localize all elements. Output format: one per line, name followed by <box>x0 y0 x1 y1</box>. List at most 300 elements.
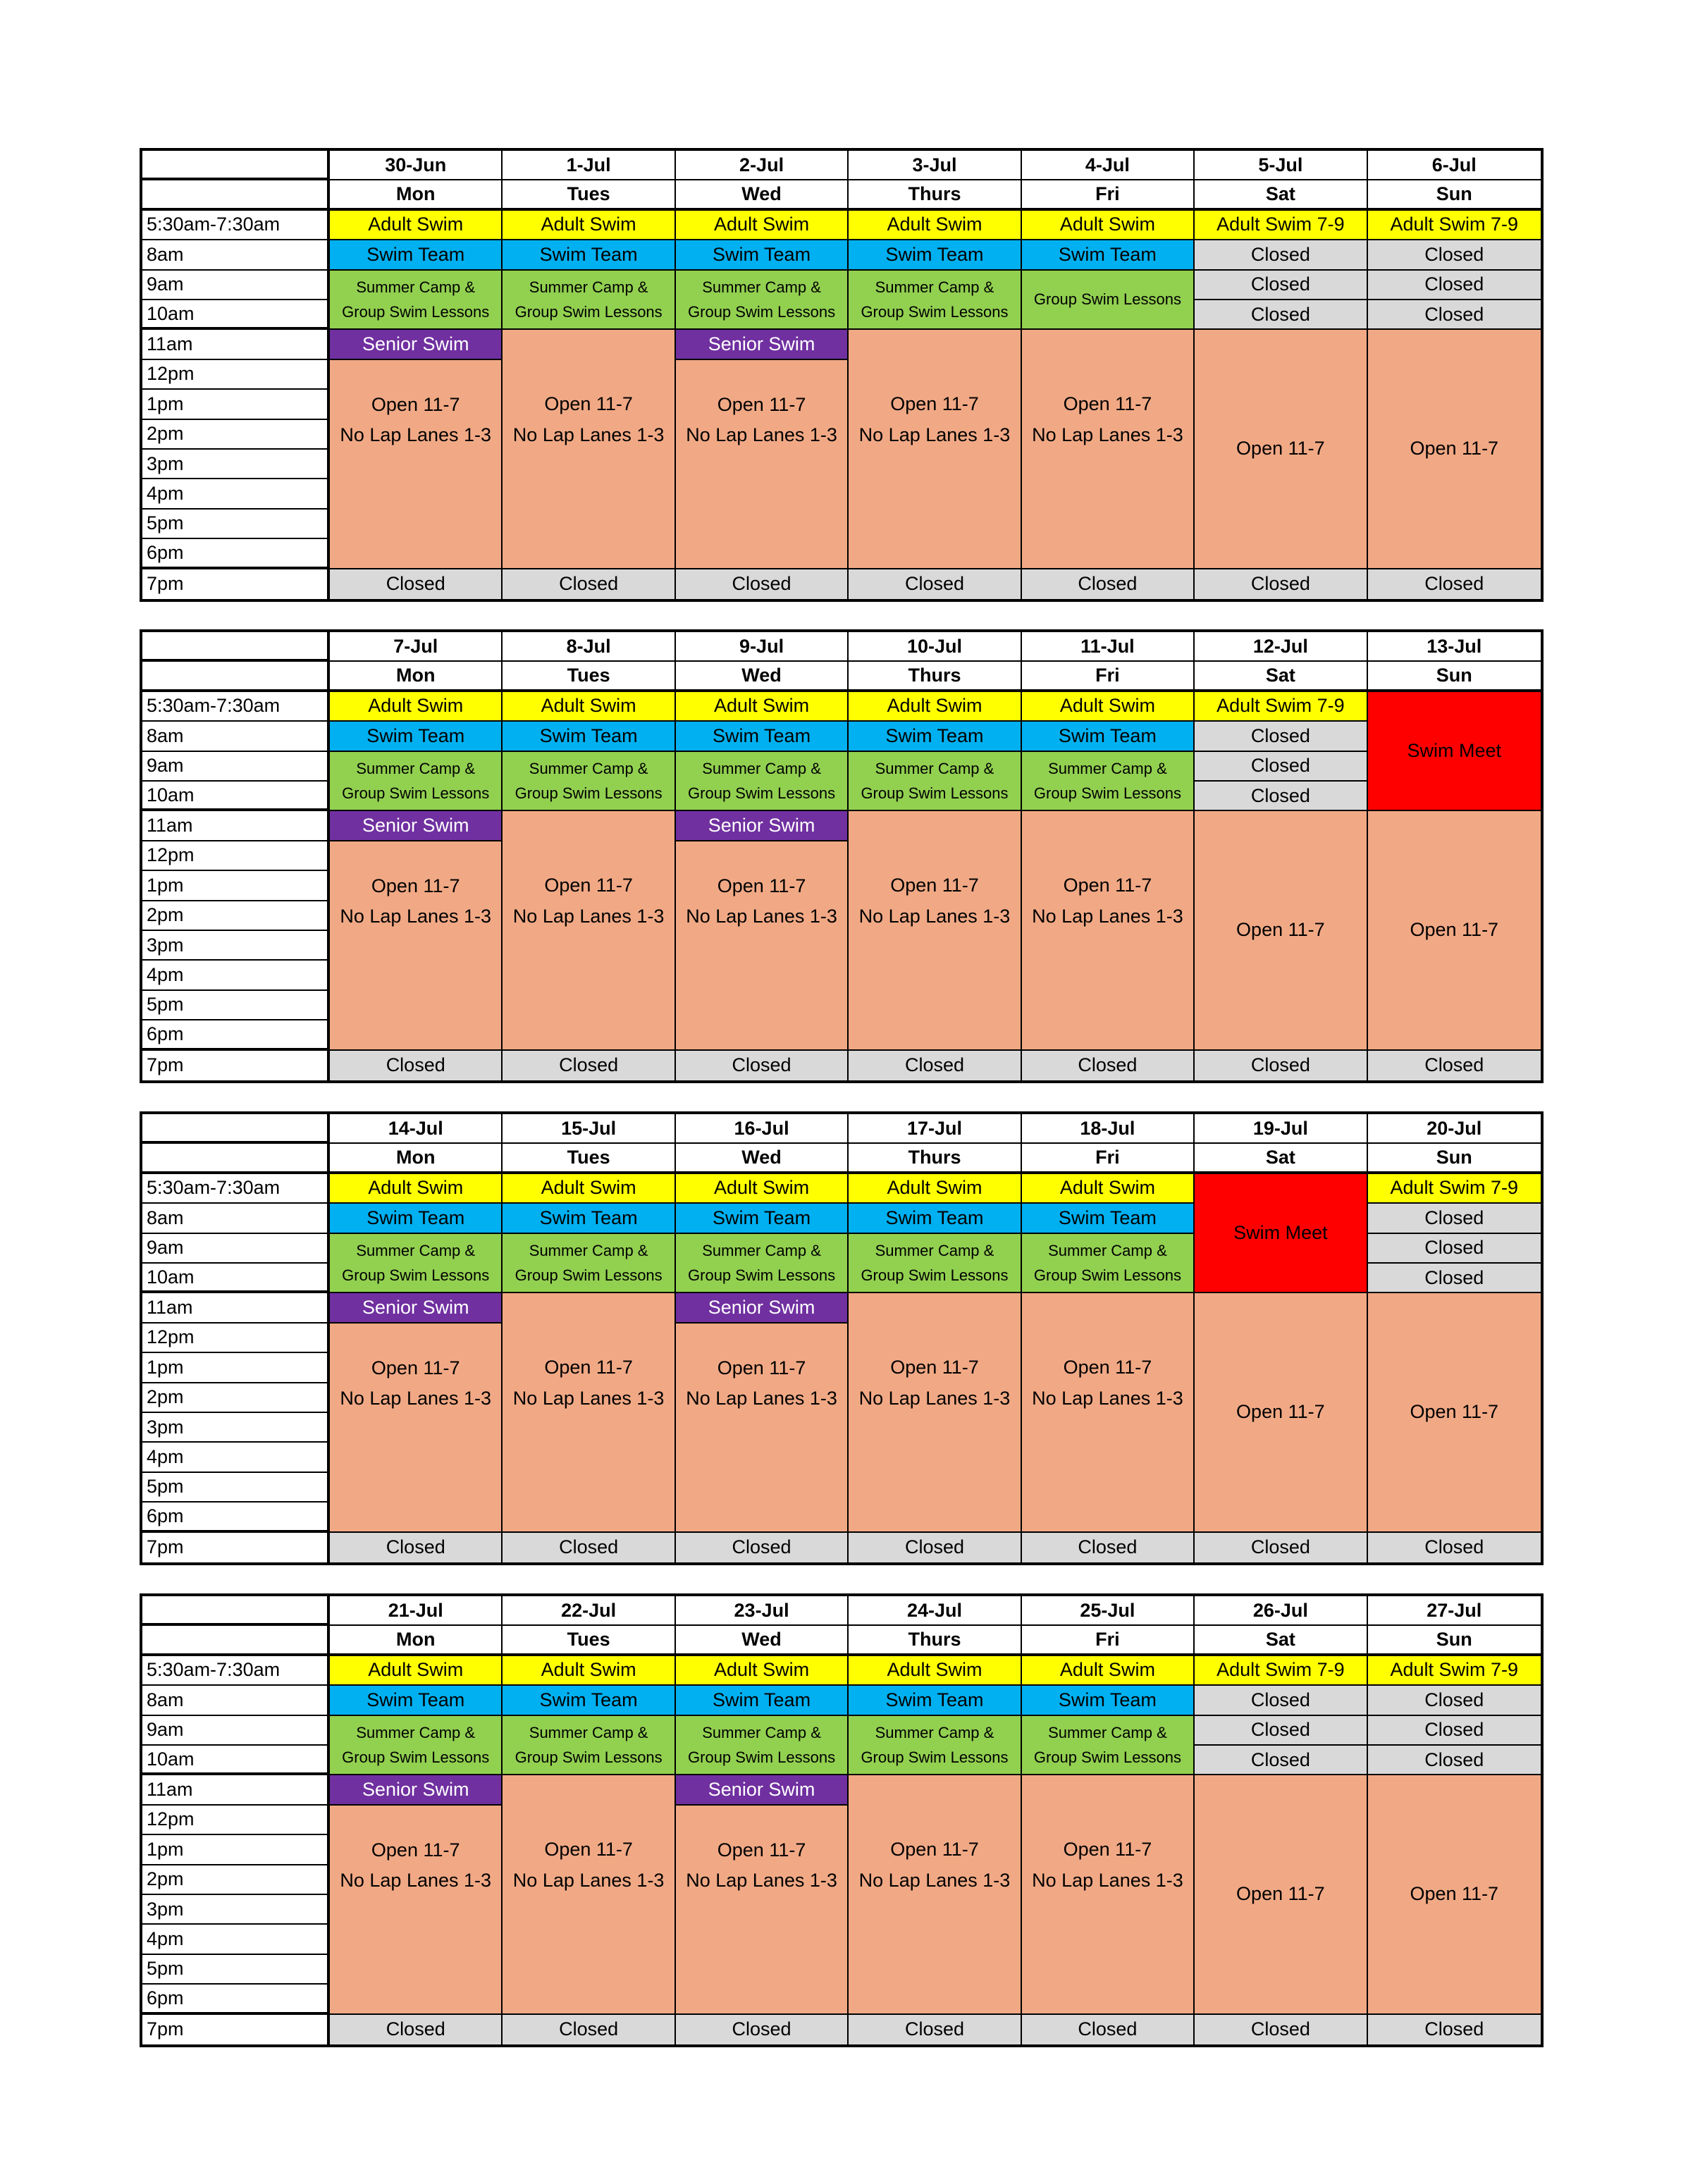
camp-text: Summer Camp & <box>529 278 648 296</box>
time-label <box>142 752 330 782</box>
day-header <box>1195 662 1367 691</box>
camp-text: Summer Camp & <box>356 759 476 777</box>
date-header <box>1022 1596 1195 1626</box>
senior-swim-text: Senior Swim <box>362 333 469 354</box>
time-label <box>142 841 330 871</box>
day-header <box>676 662 849 691</box>
lessons-text: Group Swim Lessons <box>688 784 836 802</box>
adult-swim-block <box>1368 1174 1541 1204</box>
day-header <box>1368 1144 1541 1173</box>
time-label <box>142 722 330 751</box>
swim-team-text: Swim Team <box>713 1207 811 1228</box>
lessons-block <box>1022 752 1195 812</box>
closed-text: Closed <box>1078 2018 1138 2040</box>
senior-swim-block <box>676 330 849 359</box>
time-text: 5pm <box>147 994 184 1016</box>
lessons-block <box>676 752 849 812</box>
time-text: 9am <box>147 273 184 295</box>
swim-team-text: Swim Team <box>1058 243 1157 265</box>
time-text: 10am <box>147 784 195 806</box>
lessons-text: Group Swim Lessons <box>342 784 490 802</box>
closed-block <box>1195 752 1367 782</box>
time-text: 6pm <box>147 1505 184 1526</box>
no-lap-text: No Lap Lanes 1-3 <box>340 424 492 445</box>
closed-text: Closed <box>386 1054 445 1076</box>
corner-cell <box>142 1144 330 1173</box>
closed-block <box>503 2015 675 2044</box>
swim-team-text: Swim Team <box>885 243 984 265</box>
date-header <box>1195 1596 1367 1626</box>
camp-text: Summer Camp & <box>1048 1241 1167 1259</box>
senior-swim-text: Senior Swim <box>362 1297 469 1318</box>
date-text: 24-Jul <box>906 1599 963 1621</box>
date-header <box>503 1114 675 1144</box>
date-header <box>330 632 503 662</box>
open-text: Open 11-7 <box>1236 1883 1325 1905</box>
date-text: 2-Jul <box>739 154 784 175</box>
open-text: Open 11-7 <box>371 1839 460 1861</box>
time-text: 1pm <box>147 1356 184 1378</box>
closed-text: Closed <box>1078 1536 1138 1558</box>
closed-block <box>1195 1533 1367 1562</box>
time-text: 1pm <box>147 874 184 896</box>
closed-text: Closed <box>1250 784 1310 806</box>
closed-text: Closed <box>904 2018 965 2040</box>
date-header <box>849 1114 1021 1144</box>
adult-swim-block <box>849 692 1021 722</box>
adult-swim-text: Adult Swim <box>1059 1659 1155 1681</box>
no-lap-text: No Lap Lanes 1-3 <box>858 1387 1011 1409</box>
time-label <box>142 961 330 990</box>
day-text: Wed <box>741 665 782 686</box>
lessons-text: Group Swim Lessons <box>342 1748 490 1766</box>
adult-swim-block <box>1022 211 1195 240</box>
closed-block <box>1368 1264 1541 1293</box>
lessons-block <box>330 271 503 331</box>
lessons-block <box>849 752 1021 812</box>
day-text: Thurs <box>908 665 961 686</box>
swim-team-text: Swim Team <box>539 1689 638 1710</box>
time-label <box>142 871 330 901</box>
time-text: 4pm <box>147 1446 184 1467</box>
adult-swim-text: Adult Swim <box>368 214 464 235</box>
date-header <box>1022 151 1195 180</box>
time-text: 11am <box>147 1297 193 1318</box>
no-lap-text: No Lap Lanes 1-3 <box>1032 424 1183 445</box>
lessons-text: Group Swim Lessons <box>861 784 1009 802</box>
day-text: Sun <box>1436 665 1472 686</box>
swim-team-block <box>503 1204 675 1233</box>
date-header <box>503 151 675 180</box>
swim-team-block <box>503 240 675 270</box>
closed-text: Closed <box>732 1536 791 1558</box>
open-block <box>330 841 503 1051</box>
closed-block <box>1195 271 1367 300</box>
time-text: 9am <box>147 755 184 777</box>
closed-block <box>1195 300 1367 330</box>
day-header <box>849 1626 1021 1655</box>
closed-text: Closed <box>1424 573 1484 595</box>
closed-text: Closed <box>1250 2018 1310 2040</box>
swim-team-block <box>1022 1686 1195 1715</box>
date-text: 14-Jul <box>388 1117 443 1139</box>
adult-swim-text: Adult Swim 7-9 <box>1216 1659 1345 1681</box>
adult-swim-text: Adult Swim 7-9 <box>1390 1177 1519 1199</box>
date-text: 22-Jul <box>561 1599 617 1621</box>
closed-text: Closed <box>732 573 791 595</box>
time-text: 12pm <box>147 844 195 866</box>
date-header <box>330 1114 503 1144</box>
closed-text: Closed <box>1424 1719 1484 1741</box>
open-text: Open 11-7 <box>371 1357 460 1378</box>
lessons-block <box>503 752 675 812</box>
swim-meet-text: Swim Meet <box>1407 740 1502 761</box>
adult-swim-block <box>330 1656 503 1686</box>
time-label <box>142 991 330 1020</box>
adult-swim-text: Adult Swim <box>714 1177 810 1199</box>
lessons-block <box>676 1716 849 1776</box>
closed-block <box>1195 240 1367 270</box>
senior-swim-block <box>676 1775 849 1805</box>
open-text: Open 11-7 <box>717 1839 806 1861</box>
time-text: 11am <box>147 815 193 836</box>
swim-team-text: Swim Team <box>713 1689 811 1710</box>
senior-swim-block <box>330 1775 503 1805</box>
corner-cell <box>142 180 330 210</box>
open-block <box>1195 811 1367 1050</box>
time-label <box>142 1865 330 1895</box>
lessons-text: Group Swim Lessons <box>861 1266 1009 1284</box>
camp-text: Summer Camp & <box>1048 1723 1167 1741</box>
no-lap-text: No Lap Lanes 1-3 <box>858 905 1011 927</box>
closed-block <box>1368 1533 1541 1562</box>
day-text: Thurs <box>908 1629 961 1650</box>
closed-text: Closed <box>1250 273 1310 295</box>
day-text: Fri <box>1095 665 1120 686</box>
open-block <box>330 1324 503 1533</box>
swim-team-block <box>330 240 503 270</box>
closed-text: Closed <box>1250 303 1310 325</box>
date-text: 25-Jul <box>1080 1599 1135 1621</box>
closed-text: Closed <box>1424 273 1484 295</box>
camp-text: Summer Camp & <box>875 278 994 296</box>
open-text: Open 11-7 <box>890 1357 979 1378</box>
time-label <box>142 1051 330 1080</box>
lessons-text: Group Swim Lessons <box>688 302 836 321</box>
no-lap-text: No Lap Lanes 1-3 <box>686 905 837 927</box>
swim-team-block <box>330 1686 503 1715</box>
date-text: 4-Jul <box>1085 154 1130 175</box>
time-text: 4pm <box>147 964 184 985</box>
time-label <box>142 1775 330 1805</box>
time-label <box>142 211 330 240</box>
open-block <box>1368 811 1541 1050</box>
date-header <box>849 632 1021 662</box>
time-text: 2pm <box>147 423 184 445</box>
time-text: 3pm <box>147 452 184 474</box>
adult-swim-block <box>1022 1174 1195 1204</box>
swim-team-block <box>503 722 675 751</box>
swim-team-block <box>676 1204 849 1233</box>
time-text: 7pm <box>147 1054 184 1076</box>
adult-swim-block <box>503 692 675 722</box>
time-text: 8am <box>147 1207 184 1228</box>
time-text: 3pm <box>147 1416 184 1438</box>
adult-swim-block <box>503 1174 675 1204</box>
time-text: 4pm <box>147 1928 184 1949</box>
date-text: 8-Jul <box>566 635 611 657</box>
adult-swim-block <box>676 1174 849 1204</box>
time-label <box>142 390 330 419</box>
closed-text: Closed <box>386 2018 445 2040</box>
date-text: 7-Jul <box>393 635 438 657</box>
lessons-text: Group Swim Lessons <box>688 1266 836 1284</box>
adult-swim-text: Adult Swim <box>1059 1177 1155 1199</box>
adult-swim-block <box>503 211 675 240</box>
date-text: 1-Jul <box>566 154 611 175</box>
closed-block <box>849 569 1021 599</box>
corner-cell <box>142 632 330 662</box>
closed-block <box>330 1051 503 1080</box>
open-text: Open 11-7 <box>1410 919 1499 941</box>
day-header <box>1195 1144 1367 1173</box>
lessons-block <box>330 1234 503 1294</box>
adult-swim-block <box>849 1174 1021 1204</box>
date-header <box>1368 1114 1541 1144</box>
closed-text: Closed <box>1424 1266 1484 1288</box>
closed-text: Closed <box>732 1054 791 1076</box>
closed-block <box>1368 1051 1541 1080</box>
day-header <box>330 1626 503 1655</box>
open-text: Open 11-7 <box>1236 919 1325 941</box>
camp-text: Summer Camp & <box>702 759 821 777</box>
adult-swim-text: Adult Swim <box>887 1177 982 1199</box>
day-header <box>676 1144 849 1173</box>
date-text: 17-Jul <box>906 1117 963 1139</box>
open-block <box>1022 330 1195 569</box>
time-text: 12pm <box>147 1808 195 1830</box>
closed-block <box>1368 1716 1541 1746</box>
date-text: 10-Jul <box>906 635 963 657</box>
lessons-block <box>849 1234 1021 1294</box>
day-text: Tues <box>567 1147 610 1168</box>
time-label <box>142 1533 330 1562</box>
time-label <box>142 450 330 479</box>
swim-team-block <box>849 1204 1021 1233</box>
time-label <box>142 901 330 931</box>
open-block <box>1022 1293 1195 1532</box>
day-text: Sat <box>1265 1147 1295 1168</box>
swim-team-block <box>330 1204 503 1233</box>
time-label <box>142 240 330 270</box>
closed-text: Closed <box>1250 1536 1310 1558</box>
adult-swim-block <box>330 692 503 722</box>
swim-team-block <box>676 722 849 751</box>
closed-block <box>503 1051 675 1080</box>
time-label <box>142 1716 330 1746</box>
time-text: 6pm <box>147 541 184 563</box>
closed-text: Closed <box>904 1536 965 1558</box>
date-header <box>1022 1114 1195 1144</box>
swim-team-block <box>676 240 849 270</box>
closed-text: Closed <box>386 1536 445 1558</box>
time-label <box>142 1020 330 1050</box>
date-header <box>1195 151 1367 180</box>
day-text: Sun <box>1436 183 1472 204</box>
day-header <box>503 1144 675 1173</box>
swim-meet-block <box>1195 1174 1367 1294</box>
adult-swim-text: Adult Swim 7-9 <box>1216 214 1345 235</box>
open-block <box>1195 1775 1367 2014</box>
time-text: 8am <box>147 243 184 265</box>
time-text: 5pm <box>147 1476 184 1498</box>
day-header <box>1022 1144 1195 1173</box>
open-block <box>676 360 849 569</box>
time-text: 8am <box>147 724 184 746</box>
camp-text: Summer Camp & <box>875 759 994 777</box>
swim-team-text: Swim Team <box>366 724 465 746</box>
day-text: Mon <box>395 1147 436 1168</box>
open-text: Open 11-7 <box>1063 1357 1152 1378</box>
date-header <box>503 1596 675 1626</box>
date-text: 23-Jul <box>734 1599 789 1621</box>
time-label <box>142 931 330 961</box>
adult-swim-text: Adult Swim <box>541 214 636 235</box>
swim-team-text: Swim Team <box>713 243 811 265</box>
closed-block <box>1368 2015 1541 2044</box>
adult-swim-block <box>503 1656 675 1686</box>
time-text: 1pm <box>147 393 184 414</box>
day-text: Tues <box>567 1629 610 1650</box>
closed-block <box>1368 1234 1541 1264</box>
time-text: 11am <box>147 333 193 354</box>
no-lap-text: No Lap Lanes 1-3 <box>340 1387 492 1409</box>
day-header <box>1195 1626 1367 1655</box>
date-text: 9-Jul <box>739 635 784 657</box>
camp-text: Summer Camp & <box>1048 759 1167 777</box>
time-text: 9am <box>147 1237 184 1259</box>
closed-block <box>503 569 675 599</box>
closed-text: Closed <box>1078 573 1138 595</box>
date-text: 11-Jul <box>1080 635 1135 657</box>
open-block <box>330 1806 503 2015</box>
swim-team-text: Swim Team <box>885 1207 984 1228</box>
lessons-block <box>503 1234 675 1294</box>
lessons-text: Group Swim Lessons <box>1033 1266 1181 1284</box>
closed-text: Closed <box>1424 1748 1484 1770</box>
date-header <box>849 1596 1021 1626</box>
time-text: 6pm <box>147 1987 184 2009</box>
day-text: Sat <box>1265 183 1295 204</box>
time-text: 2pm <box>147 904 184 926</box>
time-label <box>142 1413 330 1443</box>
date-text: 26-Jul <box>1252 1599 1308 1621</box>
time-text: 12pm <box>147 1326 195 1348</box>
closed-block <box>1195 722 1367 751</box>
camp-text: Summer Camp & <box>702 1241 821 1259</box>
closed-block <box>1195 782 1367 811</box>
time-label <box>142 479 330 509</box>
closed-block <box>1195 569 1367 599</box>
closed-block <box>1022 1051 1195 1080</box>
closed-text: Closed <box>1424 1054 1484 1076</box>
time-text: 5:30am-7:30am <box>147 695 281 717</box>
open-text: Open 11-7 <box>544 1839 633 1861</box>
open-text: Open 11-7 <box>1063 1839 1152 1861</box>
time-label <box>142 1353 330 1383</box>
senior-swim-text: Senior Swim <box>708 1779 815 1800</box>
closed-block <box>1022 2015 1195 2044</box>
time-text: 10am <box>147 1266 195 1288</box>
camp-text: Summer Camp & <box>529 1241 648 1259</box>
date-text: 18-Jul <box>1080 1117 1135 1139</box>
swim-team-text: Swim Team <box>539 1207 638 1228</box>
lessons-block <box>1022 271 1195 331</box>
senior-swim-block <box>330 811 503 841</box>
adult-swim-block <box>330 211 503 240</box>
time-text: 5:30am-7:30am <box>147 1659 281 1681</box>
time-text: 11am <box>147 1779 193 1800</box>
closed-block <box>1195 1051 1367 1080</box>
senior-swim-text: Senior Swim <box>708 1297 815 1318</box>
lessons-block <box>849 1716 1021 1776</box>
senior-swim-block <box>330 330 503 359</box>
date-text: 20-Jul <box>1427 1117 1482 1139</box>
open-block <box>1368 330 1541 569</box>
no-lap-text: No Lap Lanes 1-3 <box>1032 1387 1183 1409</box>
lessons-block <box>330 752 503 812</box>
closed-block <box>330 1533 503 1562</box>
date-text: 19-Jul <box>1252 1117 1308 1139</box>
adult-swim-block <box>676 692 849 722</box>
day-text: Thurs <box>908 1147 961 1168</box>
time-label <box>142 1234 330 1264</box>
closed-text: Closed <box>1424 1689 1484 1710</box>
open-block <box>1368 1293 1541 1532</box>
date-text: 21-Jul <box>388 1599 443 1621</box>
swim-team-block <box>1022 722 1195 751</box>
adult-swim-text: Adult Swim <box>887 695 982 717</box>
time-label <box>142 1835 330 1865</box>
closed-text: Closed <box>1250 1719 1310 1741</box>
time-label <box>142 1324 330 1353</box>
closed-text: Closed <box>904 1054 965 1076</box>
day-header <box>1368 180 1541 210</box>
camp-text: Summer Camp & <box>356 1723 476 1741</box>
lessons-text: Group Swim Lessons <box>515 784 663 802</box>
no-lap-text: No Lap Lanes 1-3 <box>686 1869 837 1891</box>
day-header <box>503 1626 675 1655</box>
closed-text: Closed <box>1424 1207 1484 1228</box>
lessons-text: Group Swim Lessons <box>342 1266 490 1284</box>
date-text: 27-Jul <box>1427 1599 1482 1621</box>
day-text: Sat <box>1265 665 1295 686</box>
open-block <box>503 1293 675 1532</box>
day-text: Fri <box>1095 1147 1120 1168</box>
date-text: 16-Jul <box>734 1117 789 1139</box>
swim-team-block <box>676 1686 849 1715</box>
closed-block <box>1368 1204 1541 1233</box>
open-text: Open 11-7 <box>717 1357 806 1378</box>
day-header <box>503 662 675 691</box>
swim-team-text: Swim Team <box>885 724 984 746</box>
closed-block <box>1368 271 1541 300</box>
lessons-text: Group Swim Lessons <box>515 1266 663 1284</box>
closed-text: Closed <box>1250 1689 1310 1710</box>
adult-swim-block <box>849 211 1021 240</box>
lessons-text: Group Swim Lessons <box>1033 784 1181 802</box>
senior-swim-text: Senior Swim <box>708 333 815 354</box>
